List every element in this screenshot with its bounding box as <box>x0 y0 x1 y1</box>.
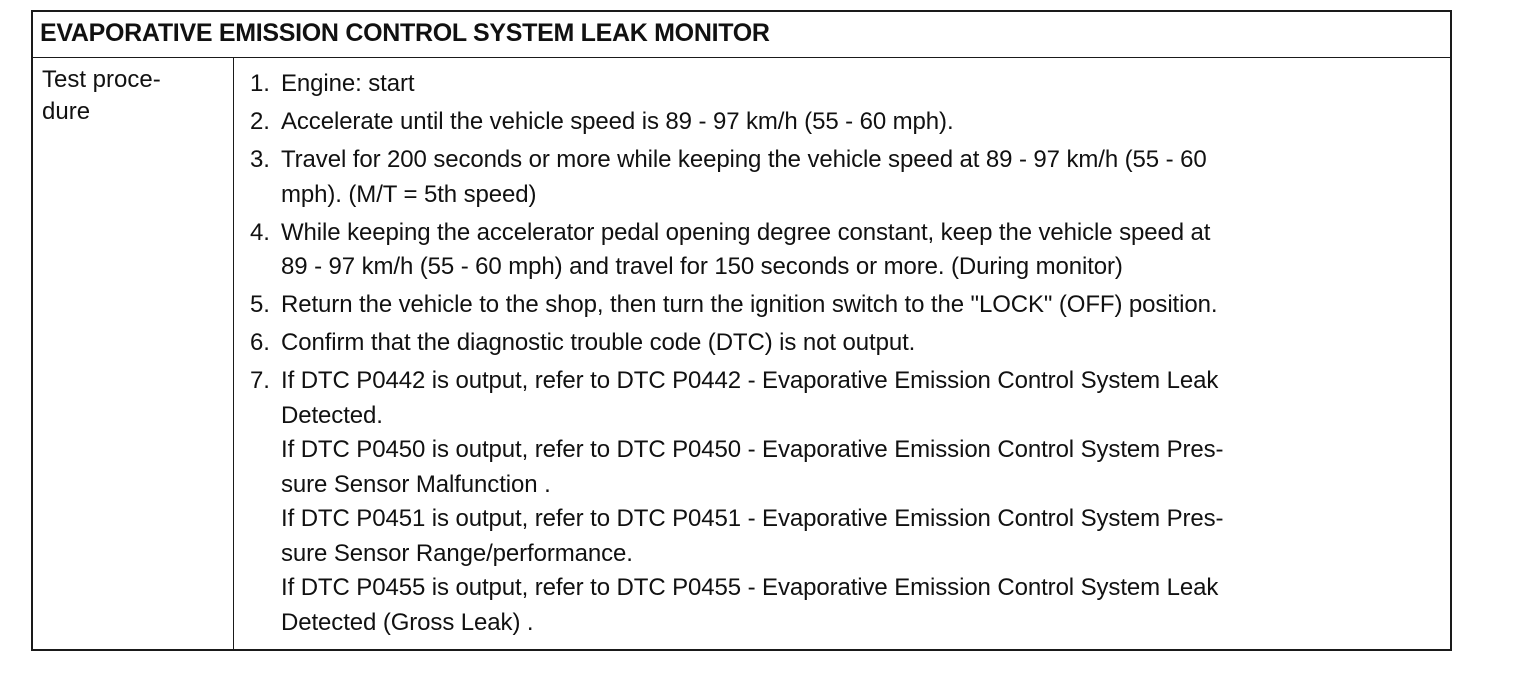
step-text-line: sure Sensor Range/performance. <box>281 539 633 567</box>
step-number: 2. <box>250 108 270 135</box>
procedure-step <box>250 364 1444 640</box>
step-number: 5. <box>250 291 270 318</box>
step-text-line: Return the vehicle to the shop, then turn the ignition switch to the "LOCK" (OFF) position. <box>281 291 1218 318</box>
step-number: 1. <box>250 70 270 97</box>
step-text-line: If DTC P0450 is output, refer to DTC P0450 - Evaporative Emission Control System Pres- <box>281 436 1224 463</box>
table-title: EVAPORATIVE EMISSION CONTROL SYSTEM LEAK MONITOR <box>33 12 1450 58</box>
test-procedure-row <box>33 58 1450 649</box>
step-text-line: If DTC P0451 is output, refer to DTC P0451 - Evaporative Emission Control System Pres- <box>281 505 1224 532</box>
step-text-line: sure Sensor Malfunction . <box>281 470 551 498</box>
step-text-line: If DTC P0442 is output, refer to DTC P0442 - Evaporative Emission Control System Leak <box>281 367 1219 394</box>
procedure-step <box>250 105 1444 140</box>
step-text-line: Detected (Gross Leak) . <box>281 608 534 636</box>
step-number: 7. <box>250 367 270 394</box>
procedure-step <box>250 288 1444 323</box>
step-text-line: While keeping the accelerator pedal opening degree constant, keep the vehicle speed at <box>281 218 1211 246</box>
procedure-steps <box>234 58 1450 649</box>
procedure-step <box>250 143 1444 212</box>
step-text-line: Engine: start <box>281 70 415 97</box>
step-text-line: mph). (M/T = 5th speed) <box>281 180 537 208</box>
row-label-line: dure <box>42 98 91 125</box>
step-text-line: 89 - 97 km/h (55 - 60 mph) and travel for 150 seconds or more. (During monitor) <box>281 253 1123 280</box>
step-text-line: Detected. <box>281 401 383 429</box>
procedure-step <box>250 326 1444 361</box>
step-number: 4. <box>250 218 270 246</box>
step-text-line: Travel for 200 seconds or more while keeping the vehicle speed at 89 - 97 km/h (55 - 60 <box>281 146 1207 173</box>
monitor-table <box>31 10 1452 651</box>
step-number: 3. <box>250 146 270 173</box>
step-text-line: Confirm that the diagnostic trouble code (DTC) is not output. <box>281 329 916 356</box>
step-number: 6. <box>250 329 270 356</box>
row-label-line: Test proce- <box>42 66 161 93</box>
procedure-step <box>250 67 1444 102</box>
step-text-line: Accelerate until the vehicle speed is 89 - 97 km/h (55 - 60 mph). <box>281 108 954 135</box>
row-label <box>33 58 234 649</box>
step-text-line: If DTC P0455 is output, refer to DTC P0455 - Evaporative Emission Control System Leak <box>281 574 1219 601</box>
procedure-step <box>250 216 1444 285</box>
